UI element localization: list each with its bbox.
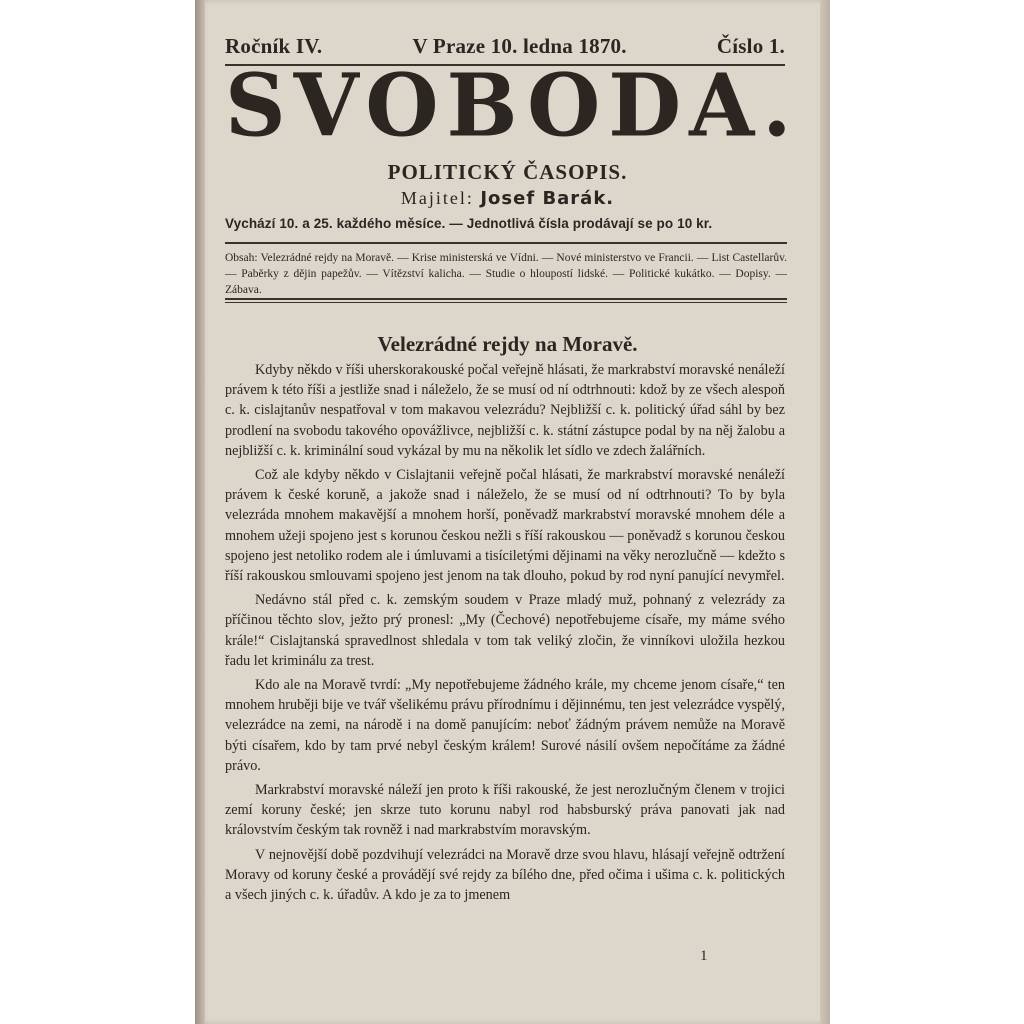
article-paragraph: Což ale kdyby někdo v Cislajtanii veřejně počal hlásati, že markrabství moravské nenáleží právem k české koruně, a jakože snad i náleželo, že se musí od ní odtrhnouti? To by byla velezráda mnohem makavější a mnohem horší, poněvadž markrabství moravské mnohem déle a mnohem užeji spojeno jest s korunou českou nežli s říší rakouskou — poněvadž s korunou českou spojeno jest netoliko rodem ale i úmluvami a tisíciletými dějinami na věky nerozlučně — kdežto s říší rakouskou smlouvami spojeno jest jenom na tak dlouho, pokud by rod nyní panující nevymřel.	[225, 467, 785, 585]
page-number: 1	[700, 948, 708, 964]
divider-rule	[225, 242, 787, 244]
issue-number: Číslo 1.	[716, 34, 785, 58]
owner-line	[225, 188, 790, 209]
article-paragraph: Kdyby někdo v říši uherskorakouské počal veřejně hlásati, že markrabství moravské nenáleží právem k této říši a jestliže snad i náleželo, že se musí od ní odtrhnouti: kdož by ze všech alespoň c. k. cislajtanův nespatřoval v tom makavou velezrádu? Nejbližší c. k. politický úřad sáhl by bez prodlení na svobodu takového opovážlivce, nejbližší c. k. státní zástupce podal by na něj žalobu a nejbližší c. k. kriminální soud vykázal by mu na několik let sídlo ve zdech žalářních.	[225, 362, 785, 459]
article-paragraph: V nejnovější době pozdvihují velezrádci na Moravě drze svou hlavu, hlásají veřejně odtržení Moravy od koruny české a provádějí své rejdy za bílého dne, před očima i ušima c. k. politických a všech jiných c. k. úřadův. A kdo je za to jmenem	[225, 846, 785, 904]
page-edge	[820, 0, 830, 1024]
divider-rule-thin	[225, 302, 787, 303]
owner-label: Majitel:	[400, 188, 474, 208]
article-headline: Velezrádné rejdy na Moravě.	[377, 332, 638, 356]
article-paragraph: Kdo ale na Moravě tvrdí: „My nepotřebujeme žádného krále, my chceme jenom císaře,“ ten mnohem hruběji bije ve tvář všelikému právu přírodnímu i dějinnému, ten jest velezrádce vyspělý, velezrádce na zemi, na národě i na domě panujícím: neboť žádným právem nemůže na Moravě býti císařem, kdo by tam prvé nebyl českým králem! Surové násilí ovšem nepočítáme za žádné právo.	[225, 677, 785, 774]
newspaper-subtitle: POLITICKÝ ČASOPIS.	[387, 160, 628, 184]
divider-rule-thick	[225, 298, 787, 300]
publication-info: Vychází 10. a 25. každého měsíce. — Jednotlivá čísla prodávají se po 10 kr.	[225, 216, 713, 231]
place-date: V Praze 10. ledna 1870.	[412, 34, 627, 58]
newspaper-title: SVOBODA.	[225, 55, 800, 156]
article-paragraph: Nedávno stál před c. k. zemským soudem v Praze mladý muž, pohnaný z velezrády za příčinou těchto slov, ježto prý pronesl: „My (Čechové) nepotřebujeme císaře, my máme svého krále!“ Cislajtanská spravedlnost shledala v tom tak veliký zločin, že vinníkovi uložila hezkou řadu let kriminálu za trest.	[225, 592, 785, 669]
owner-name: Josef Barák.	[480, 188, 615, 209]
article-body	[225, 360, 785, 909]
article-paragraph: Markrabství moravské náleží jen proto k říši rakouské, že jest nerozlučným členem v trojici zemí koruny české; jen skrze tuto korunu nabyl rod habsburský práva panovati jak nad královstvím českým tak rovněž i nad markrabstvím moravským.	[225, 782, 785, 839]
volume-label: Ročník IV.	[225, 34, 323, 58]
table-of-contents: Obsah: Velezrádné rejdy na Moravě. — Krise ministerská ve Vídni. — Nové ministerstvo ve Francii. — List Castellarův. — Paběrky z dějin papežův. — Vítězství kalicha. — Studie o hloupostí lidské. — Politické kukátko. — Dopisy. — Zábava.	[225, 252, 787, 296]
